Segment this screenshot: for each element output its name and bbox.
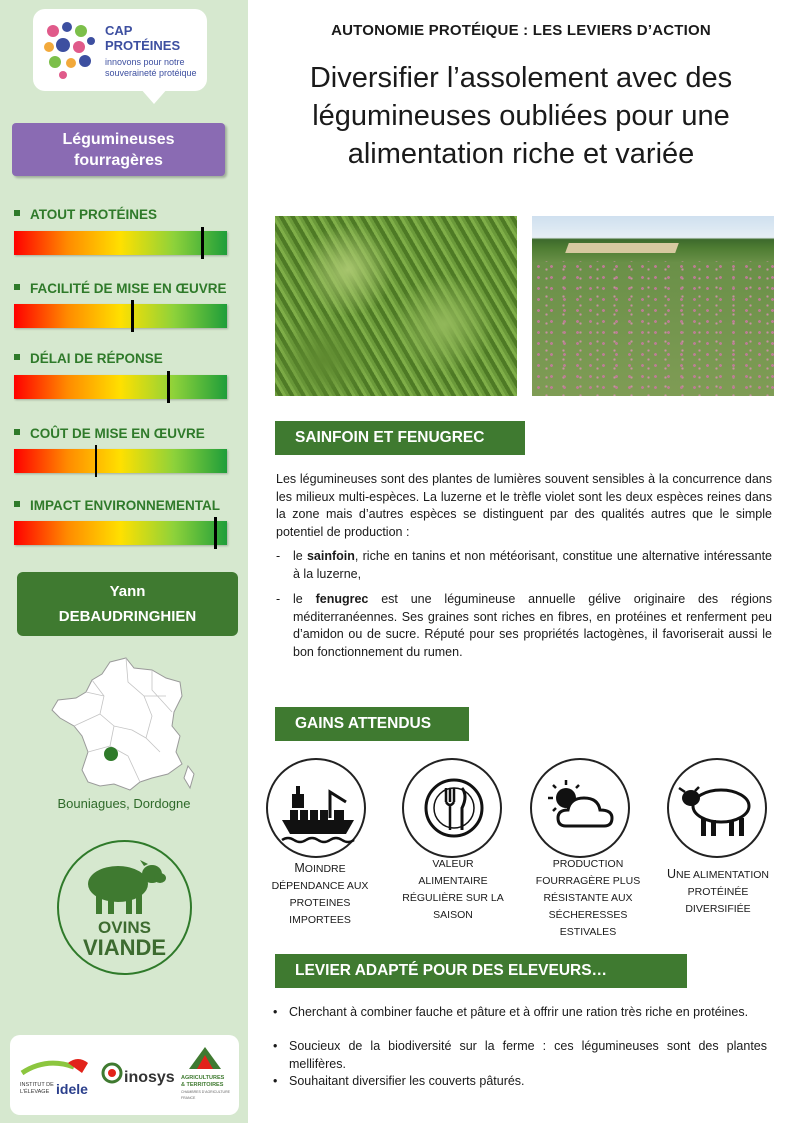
- gain-circle-sheep: [667, 758, 767, 858]
- gauge-label-delay: DÉLAI DE RÉPONSE: [14, 351, 163, 366]
- inosys-logo: [98, 1055, 175, 1095]
- list-item-fenugrec: - le fenugrec est une légumineuse annuelle gélive originaire des régions méditerranéennes. Ses graines sont riches en fibres, en protéines et renferment peu d’amidon ou de sucre. Réputé pour ses propriétés lactogènes, il favoriserait aussi le bon fonctionnement du rumen.: [276, 592, 773, 659]
- page-title: [262, 59, 780, 173]
- gauge-delay: [14, 375, 227, 399]
- gain-caption-2: VALEUR ALIMENTAIRE RÉGULIÈRE SUR LA SAISON: [402, 858, 504, 921]
- farm-location: Bouniagues, Dordogne: [57, 796, 191, 811]
- section-heading-sainfoin: SAINFOIN ET FENUGREC: [275, 421, 525, 455]
- gain-circle-plate: [402, 758, 502, 858]
- list-item-bullet-1: • Cherchant à combiner fauche et pâture et à offrir une ration très riche en protéines.: [273, 1005, 749, 1019]
- gauge-cost: [14, 449, 227, 473]
- logo-subtitle-line1: innovons pour notre: [105, 57, 185, 67]
- logo-collage-icon: [41, 17, 99, 81]
- gauge-label-cost: COÛT DE MISE EN ŒUVRE: [14, 426, 205, 441]
- gauge-marker: [167, 371, 170, 403]
- gauge-label-environment: IMPACT ENVIRONNEMENTAL: [14, 498, 220, 513]
- gauge-proteins: [14, 231, 227, 255]
- svg-text:L’ÉLEVAGE: L’ÉLEVAGE: [20, 1089, 50, 1095]
- svg-text:FRANCE: FRANCE: [181, 1096, 196, 1100]
- photo-fenugreek-field: [275, 216, 517, 396]
- location-marker: [104, 747, 118, 761]
- plate-cutlery-icon: [404, 760, 504, 860]
- gauge-marker: [95, 445, 98, 477]
- category-badge: [12, 123, 225, 176]
- species-line2: VIANDE: [82, 935, 167, 960]
- category-line1: Légumineuses: [62, 130, 175, 148]
- species-badge: [57, 840, 192, 975]
- logo-subtitle-line2: souveraineté protéique: [105, 68, 197, 78]
- sheep-icon: [669, 760, 769, 860]
- category-line2: fourragères: [74, 151, 163, 169]
- sun-cloud-icon: [532, 760, 632, 860]
- farmer-first-name: Yann: [109, 583, 146, 600]
- title-line2: légumineuses oubliées pour une: [312, 100, 730, 132]
- gain-caption-4: UNE ALIMENTATION PROTÉINÉE DIVERSIFIÉE: [667, 867, 769, 915]
- gauge-marker: [214, 517, 217, 549]
- list-item-bullet-2: • Soucieux de la biodiversité sur la ferme : ces légumineuses sont des plantes mellifères.: [273, 1039, 767, 1071]
- section-heading-farmers: LEVIER ADAPTÉ POUR DES ELEVEURS…: [275, 954, 687, 988]
- photo-sainfoin-field: [532, 216, 774, 396]
- svg-text:INSTITUT DE: INSTITUT DE: [20, 1082, 54, 1088]
- gauge-marker: [201, 227, 204, 259]
- gauge-ease: [14, 304, 227, 328]
- logo-title-line1: CAP: [105, 23, 133, 38]
- gauge-label-proteins: ATOUT PROTÉINES: [14, 207, 157, 222]
- logo-subtitle: [105, 57, 197, 79]
- svg-text:& TERRITOIRES: & TERRITOIRES: [181, 1082, 224, 1088]
- farmer-name-box: [17, 572, 238, 636]
- svg-text:idele: idele: [56, 1081, 88, 1097]
- species-line1: OVINS: [98, 918, 151, 937]
- section-heading-gains: GAINS ATTENDUS: [275, 707, 469, 741]
- logo-title: [105, 23, 180, 53]
- gain-circle-ship: [266, 758, 366, 858]
- svg-text:CHAMBRES D’AGRICULTURE: CHAMBRES D’AGRICULTURE: [181, 1090, 230, 1094]
- farmer-last-name: DEBAUDRINGHIEN: [58, 608, 197, 625]
- sheep-silhouette-icon: [82, 854, 168, 916]
- page-kicker: AUTONOMIE PROTÉIQUE : LES LEVIERS D’ACTION: [331, 22, 711, 39]
- sidebar: [0, 0, 248, 1123]
- cargo-ship-icon: [268, 760, 368, 860]
- gain-caption-3: PRODUCTION FOURRAGÈRE PLUS RÉSISTANTE AUX SÉCHERESSES ESTIVALES: [535, 858, 641, 938]
- svg-text:inosys: inosys: [124, 1069, 175, 1086]
- gauge-environment: [14, 521, 227, 545]
- section-intro-text: Les légumineuses sont des plantes de lumières souvent sensibles à la concurrence dans les milieux multi-espèces. La luzerne et le trèfle violet sont les deux espèces reines dans la zone mais d’autres espèces se distinguent par des qualités autres que le simple potentiel de production :: [276, 472, 772, 539]
- france-map-icon: [48, 656, 198, 796]
- list-item-bullet-3: • Souhaitant diversifier les couverts pâturés.: [273, 1074, 525, 1088]
- idele-logo: [18, 1049, 98, 1099]
- list-item-sainfoin: - le sainfoin, riche en tanins et non météorisant, constitue une alternative intéressante à la luzerne,: [276, 549, 772, 581]
- cap-proteines-logo: [33, 9, 207, 91]
- logo-speech-tail: [140, 88, 168, 104]
- chambres-agriculture-logo: [175, 1041, 235, 1107]
- gain-caption-1: MOINDRE DÉPENDANCE AUX PROTEINES IMPORTEES: [271, 861, 369, 926]
- title-line3: alimentation riche et variée: [347, 138, 695, 170]
- gain-circle-weather: [530, 758, 630, 858]
- partner-logos: [10, 1035, 239, 1115]
- logo-title-line2: PROTÉINES: [105, 38, 181, 53]
- gauge-label-ease: FACILITÉ DE MISE EN ŒUVRE: [14, 281, 227, 296]
- title-line1: Diversifier l’assolement avec des: [309, 62, 733, 94]
- gauge-marker: [131, 300, 134, 332]
- svg-text:AGRICULTURES: AGRICULTURES: [181, 1075, 225, 1081]
